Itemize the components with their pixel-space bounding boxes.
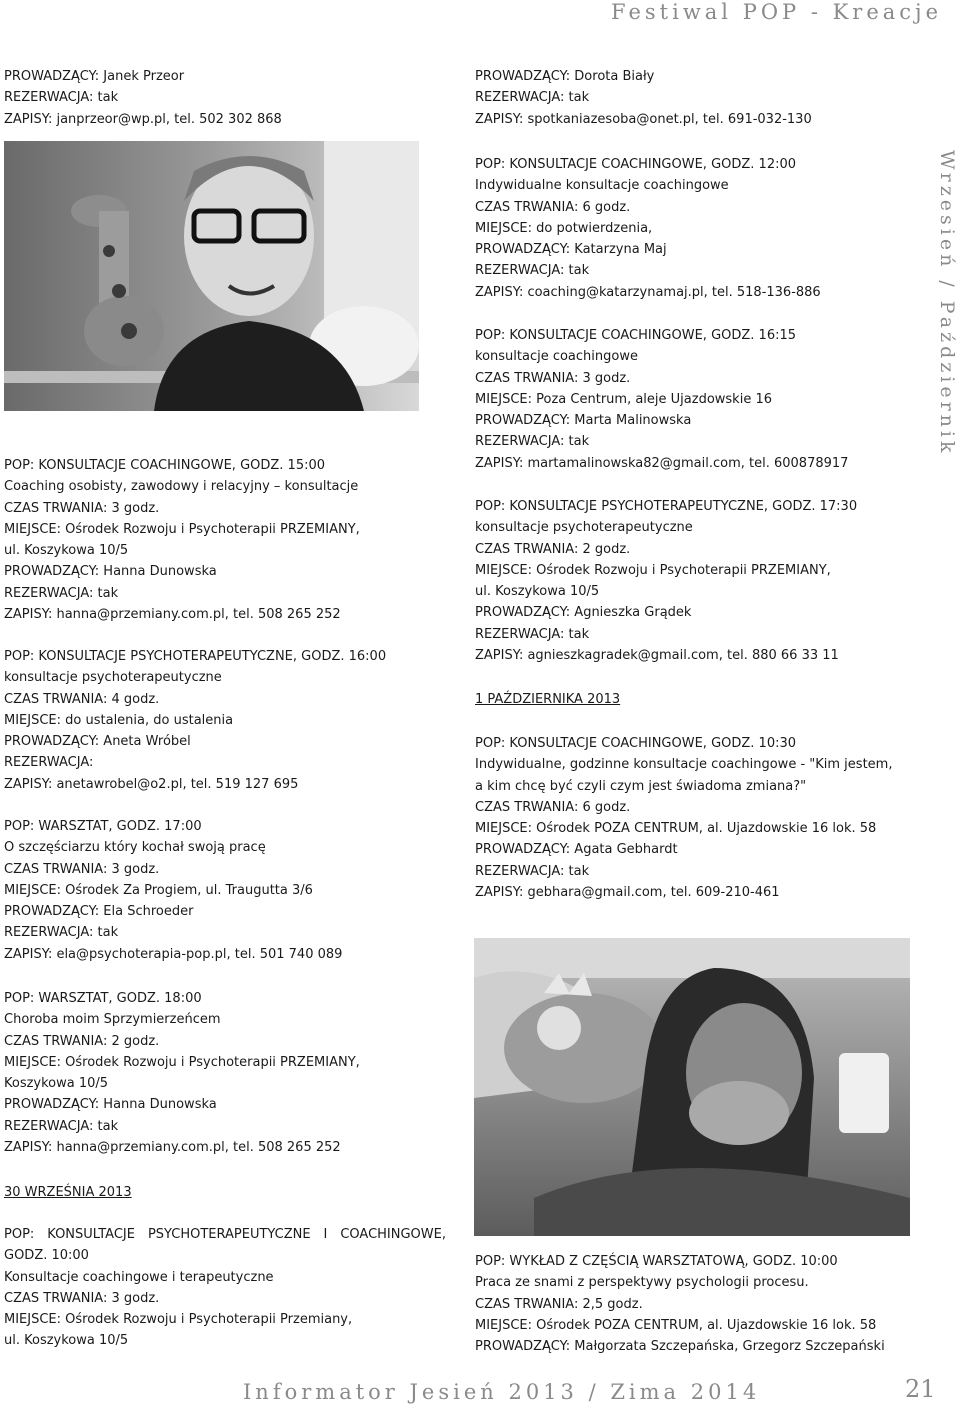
text-line: CZAS TRWANIA: 2 godz. [4, 1033, 160, 1049]
left-top-block [4, 66, 456, 130]
right-event-4 [475, 733, 915, 903]
text-line: ul. Koszykowa 10/5 [4, 543, 129, 559]
date-heading: 1 PAŹDZIERNIKA 2013 [475, 692, 621, 707]
text-line: Koszykowa 10/5 [4, 1076, 109, 1092]
photo-woman-with-giraffe-image [4, 141, 419, 411]
text-line: CZAS TRWANIA: 2,5 godz. [475, 1296, 643, 1312]
text-line: REZERWACJA: tak [475, 434, 590, 450]
text-line: ZAPISY: coaching@katarzynamaj.pl, tel. 518-136-886 [475, 284, 821, 300]
text-line: konsultacje psychoterapeutyczne [4, 670, 222, 686]
text-line: REZERWACJA: tak [4, 1118, 119, 1134]
event-title: POP: KONSULTACJE COACHINGOWE, GODZ. 15:00 [4, 458, 326, 473]
event-title: POP: WARSZTAT, GODZ. 17:00 [4, 819, 202, 834]
sidebar-vertical-title [928, 150, 958, 470]
text-line: CZAS TRWANIA: 3 godz. [4, 500, 160, 516]
text-line: CZAS TRWANIA: 3 godz. [4, 861, 160, 877]
event-title: POP: WYKŁAD Z CZĘŚCIĄ WARSZTATOWĄ, GODZ. 10:00 [475, 1254, 838, 1269]
text-line: PROWADZĄCY: Marta Malinowska [475, 413, 692, 429]
right-event-2 [475, 325, 915, 474]
right-top-block [475, 66, 915, 130]
text-line: REZERWACJA: tak [475, 863, 590, 879]
text-line: REZERWACJA: [4, 755, 94, 771]
photo-woman-yawning [474, 938, 910, 1236]
header-title: Festiwal POP - Kreacje [611, 0, 942, 24]
text-line: CZAS TRWANIA: 4 godz. [4, 691, 160, 707]
text-line: MIEJSCE: Ośrodek Rozwoju i Psychoterapii PRZEMIANY, [475, 562, 831, 578]
text-line: Indywidualne, godzinne konsultacje coachingowe - "Kim jestem, [475, 757, 893, 773]
event-title: POP: KONSULTACJE COACHINGOWE, GODZ. 10:30 [475, 736, 797, 751]
text-line: REZERWACJA: tak [475, 263, 590, 279]
text-line: CZAS TRWANIA: 2 godz. [475, 541, 631, 557]
text-line: PROWADZĄCY: Janek Przeor [4, 69, 185, 84]
text-line: PROWADZĄCY: Agnieszka Grądek [475, 605, 692, 621]
text-line: REZERWACJA: tak [4, 585, 119, 601]
text-line: ZAPISY: janprzeor@wp.pl, tel. 502 302 868 [4, 111, 282, 127]
footer-title: Informator Jesień 2013 / Zima 2014 [243, 1380, 761, 1404]
text-line: ZAPISY: agnieszkagradek@gmail.com, tel. 880 66 33 11 [475, 648, 839, 664]
sidebar-vertical-title-text: Wrzesień / Październik [936, 150, 958, 457]
text-line: MIEJSCE: do ustalenia, do ustalenia [4, 712, 234, 728]
left-date-heading-block [4, 1182, 456, 1203]
text-line: MIEJSCE: Ośrodek Rozwoju i Psychoterapii PRZEMIANY, [4, 1054, 360, 1070]
text-line: Konsultacje coachingowe i terapeutyczne [4, 1269, 274, 1285]
left-event-3 [4, 816, 456, 965]
text-line: ZAPISY: hanna@przemiany.com.pl, tel. 508 265 252 [4, 1140, 341, 1156]
text-line: PROWADZĄCY: Hanna Dunowska [4, 1097, 217, 1113]
text-line: MIEJSCE: do potwierdzenia, [475, 220, 653, 236]
text-line: ul. Koszykowa 10/5 [475, 584, 600, 600]
page-number: 21 [905, 1375, 936, 1403]
photo-woman-with-giraffe [4, 141, 419, 411]
text-line: MIEJSCE: Ośrodek POZA CENTRUM, al. Ujazdowskie 16 lok. 58 [475, 821, 877, 837]
event-title: POP: KONSULTACJE PSYCHOTERAPEUTYCZNE, GODZ. 17:30 [475, 499, 858, 514]
text-line: ZAPISY: martamalinowska82@gmail.com, tel. 600878917 [475, 455, 849, 471]
text-line: REZERWACJA: tak [475, 626, 590, 642]
text-line: MIEJSCE: Ośrodek POZA CENTRUM, al. Ujazdowskie 16 lok. 58 [475, 1317, 877, 1333]
left-event-1 [4, 455, 456, 625]
text-line: PROWADZĄCY: Katarzyna Maj [475, 242, 667, 258]
text-line: ZAPISY: anetawrobel@o2.pl, tel. 519 127 695 [4, 776, 299, 792]
text-line: CZAS TRWANIA: 3 godz. [4, 1290, 160, 1306]
text-line: PROWADZĄCY: Małgorzata Szczepańska, Grzegorz Szczepański [475, 1339, 885, 1355]
photo-woman-yawning-image [474, 938, 910, 1236]
text-line: CZAS TRWANIA: 3 godz. [475, 370, 631, 386]
left-event-4 [4, 988, 456, 1158]
event-title: POP: KONSULTACJE COACHINGOWE, GODZ. 16:15 [475, 328, 797, 343]
event-title: POP: WARSZTAT, GODZ. 18:00 [4, 991, 202, 1006]
event-title: POP: KONSULTACJE PSYCHOTERAPEUTYCZNE, GODZ. 16:00 [4, 649, 387, 664]
text-line: REZERWACJA: tak [4, 90, 119, 106]
text-line: ZAPISY: hanna@przemiany.com.pl, tel. 508 265 252 [4, 607, 341, 623]
text-line: ul. Koszykowa 10/5 [4, 1333, 129, 1349]
text-line: MIEJSCE: Ośrodek Rozwoju i Psychoterapii PRZEMIANY, [4, 521, 360, 537]
date-heading: 30 WRZEŚNIA 2013 [4, 1185, 132, 1200]
text-line: CZAS TRWANIA: 6 godz. [475, 799, 631, 815]
text-line: O szczęściarzu który kochał swoją pracę [4, 840, 266, 856]
text-line: Choroba moim Sprzymierzeńcem [4, 1012, 221, 1028]
text-line: MIEJSCE: Poza Centrum, aleje Ujazdowskie 16 [475, 391, 772, 407]
event-title: POP: KONSULTACJE COACHINGOWE, GODZ. 12:00 [475, 157, 797, 172]
text-line: konsultacje psychoterapeutyczne [475, 520, 693, 536]
event-title: POP: KONSULTACJE PSYCHOTERAPEUTYCZNE I COACHINGOWE, GODZ. 10:00 [4, 1227, 446, 1264]
text-line: Praca ze snami z perspektywy psychologii procesu. [475, 1275, 809, 1291]
left-event-5 [4, 1224, 446, 1352]
right-event-5 [475, 1251, 915, 1357]
text-line: REZERWACJA: tak [4, 925, 119, 941]
text-line: PROWADZĄCY: Ela Schroeder [4, 904, 194, 920]
right-event-3 [475, 496, 915, 666]
right-event-1 [475, 154, 915, 303]
text-line: PROWADZĄCY: Dorota Biały [475, 69, 655, 84]
text-line: Indywidualne konsultacje coachingowe [475, 178, 729, 194]
text-line: PROWADZĄCY: Hanna Dunowska [4, 564, 217, 580]
text-line: PROWADZĄCY: Agata Gebhardt [475, 842, 678, 858]
text-line: MIEJSCE: Ośrodek Za Progiem, ul. Traugutta 3/6 [4, 882, 313, 898]
right-date-heading-block [475, 689, 915, 710]
text-line: PROWADZĄCY: Aneta Wróbel [4, 734, 191, 750]
text-line: ZAPISY: gebhara@gmail.com, tel. 609-210-461 [475, 885, 780, 901]
text-line: ZAPISY: ela@psychoterapia-pop.pl, tel. 501 740 089 [4, 946, 343, 962]
text-line: MIEJSCE: Ośrodek Rozwoju i Psychoterapii Przemiany, [4, 1312, 353, 1328]
text-line: REZERWACJA: tak [475, 90, 590, 106]
text-line: CZAS TRWANIA: 6 godz. [475, 199, 631, 215]
text-line: konsultacje coachingowe [475, 349, 638, 365]
text-line: Coaching osobisty, zawodowy i relacyjny – konsultacje [4, 479, 359, 495]
text-line: a kim chcę być czyli czym jest świadoma zmiana?" [475, 778, 807, 794]
text-line: ZAPISY: spotkaniazesoba@onet.pl, tel. 691-032-130 [475, 111, 812, 127]
left-event-2 [4, 646, 456, 795]
